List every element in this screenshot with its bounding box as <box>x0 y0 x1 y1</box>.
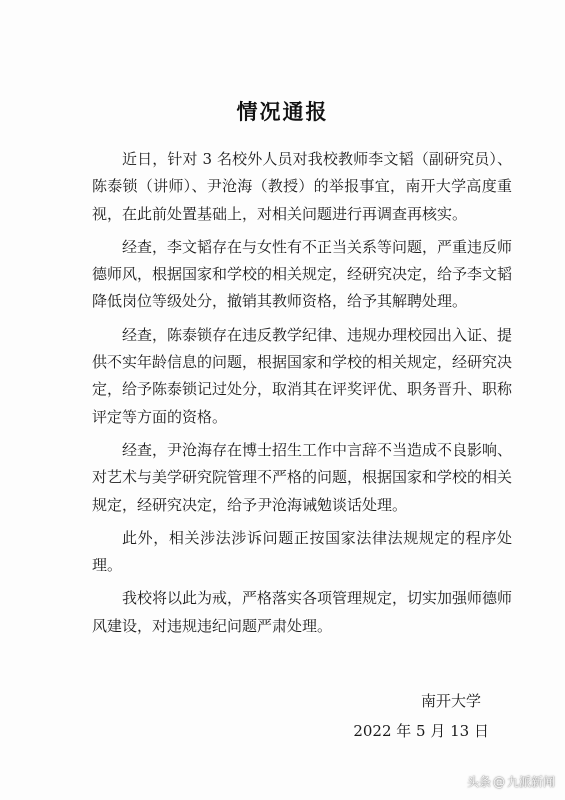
document-title: 情况通报 <box>236 100 329 124</box>
watermark <box>467 773 555 790</box>
signature-date: 2022 年 5 月 13 日 <box>353 722 489 740</box>
watermark-prefix: 头条 <box>466 775 491 789</box>
paragraph-legal: 此外，相关涉法涉诉问题正按国家法律法规规定的程序处理。 <box>92 528 512 575</box>
signature-organization: 南开大学 <box>420 692 481 710</box>
paragraph-finding-li: 经查，李文韬存在与女性有不正当关系等问题，严重违反师德师风，根据国家和学校的相关规定，经研究决定，给予李文韬降低岗位等级处分，撤销其教师资格，给予其解聘处理。 <box>92 237 513 311</box>
paragraph-finding-yin: 经查，尹沧海存在博士招生工作中言辞不当造成不良影响、对艺术与美学研究院管理不严格的问题，根据国家和学校的相关规定，经研究决定，给予尹沧海诫勉谈话处理。 <box>92 440 513 514</box>
paragraph-intro: 近日，针对 3 名校外人员对我校教师李文韬（副研究员）、陈泰锁（讲师）、尹沧海（教授）的举报事宜，南开大学高度重视，在此前处置基础上，对相关问题进行再调查再核实。 <box>92 150 512 223</box>
paragraph-finding-chen: 经查，陈泰锁存在违反教学纪律、违规办理校园出入证、提供不实年龄信息的问题，根据国家和学校的相关规定，经研究决定，给予陈泰锁记过处分，取消其在评奖评优、职务晋升、职称评定等方面的资格。 <box>92 325 513 426</box>
paragraph-closing: 我校将以此为戒，严格落实各项管理规定，切实加强师德师风建设，对违规违纪问题严肃处理。 <box>92 589 513 635</box>
watermark-account: 九派新闻 <box>506 775 555 789</box>
at-icon: @ <box>492 774 505 789</box>
document-body <box>92 146 512 646</box>
